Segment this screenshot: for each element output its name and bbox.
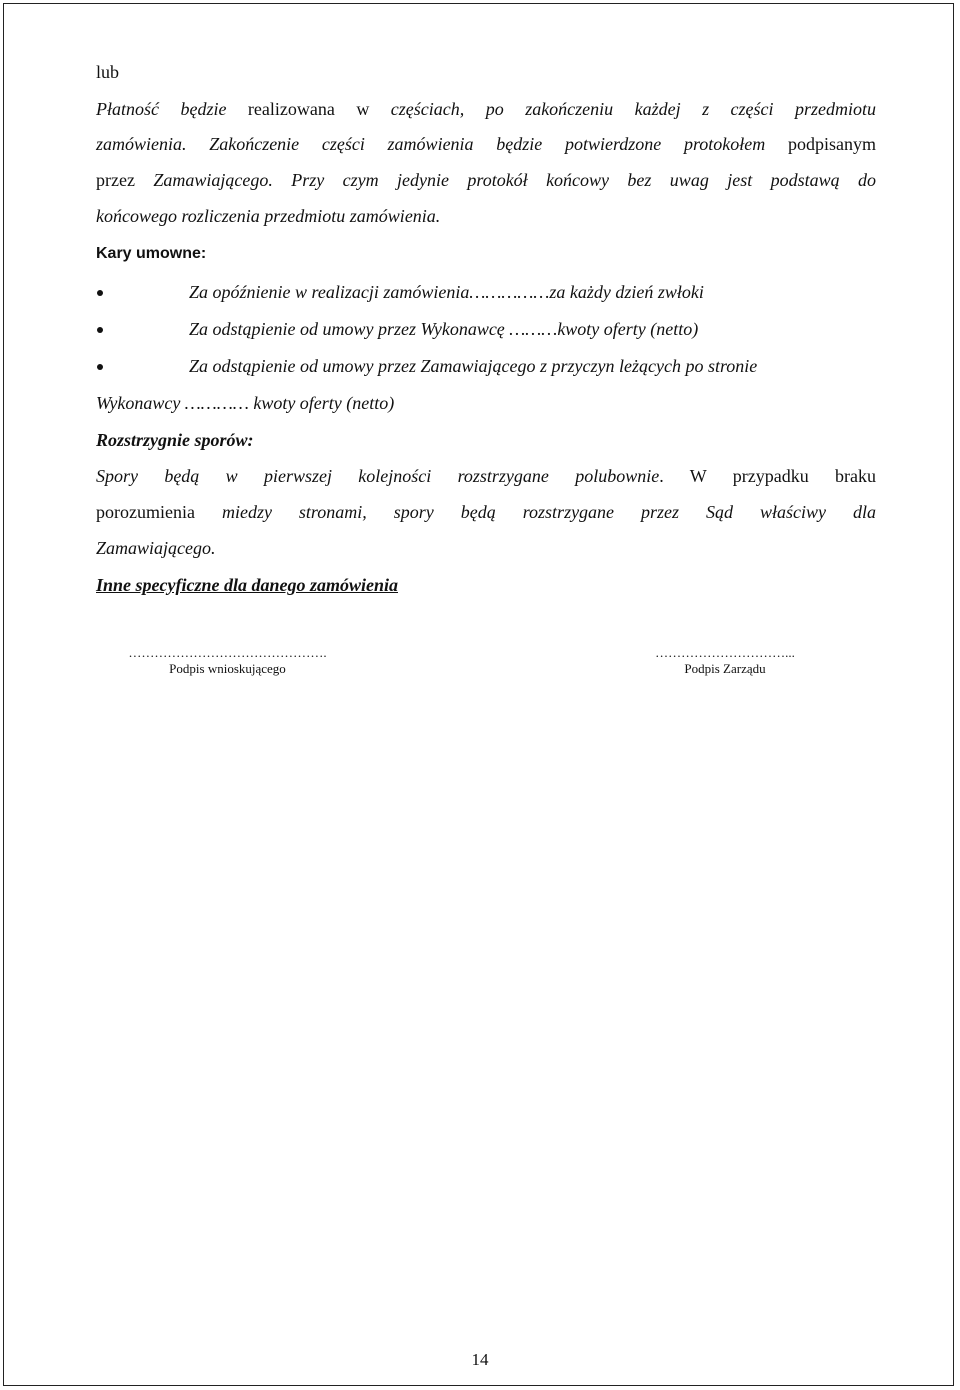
disputes-line-1: Spory będą w pierwszej kolejności rozstrzygane polubownie. W przypadku braku xyxy=(96,466,876,486)
penalty-item-3-cont: Wykonawcy ………… kwoty oferty (netto) xyxy=(96,393,395,413)
signature-left-dots: ………………………………………. xyxy=(128,645,327,660)
rozstrzygnie-heading: Rozstrzygnie sporów: xyxy=(96,430,254,450)
signature-left-label: Podpis wnioskującego xyxy=(169,661,286,676)
inne-heading: Inne specyficzne dla danego zamówienia xyxy=(96,575,398,595)
kary-umowne-heading: Kary umowne: xyxy=(96,245,207,262)
payment-paragraph-line-3: przez Zamawiającego. Przy czym jedynie protokół końcowy bez uwag jest podstawą do xyxy=(96,170,876,190)
text-lub: lub xyxy=(96,62,120,82)
bullet-dot xyxy=(97,290,103,296)
signature-right-label: Podpis Zarządu xyxy=(684,661,766,676)
disputes-line-2: porozumienia miedzy stronami, spory będą rozstrzygane przez Sąd właściwy dla xyxy=(96,502,876,522)
bullet-dot xyxy=(97,327,103,333)
penalty-item-2: Za odstąpienie od umowy przez Wykonawcę ………kwoty oferty (netto) xyxy=(189,319,699,339)
signature-right xyxy=(640,645,810,677)
payment-paragraph-line-4: końcowego rozliczenia przedmiotu zamówienia. xyxy=(96,206,441,226)
payment-paragraph-line-1: Płatność będzie realizowana w częściach, po zakończeniu każdej z części przedmiotu xyxy=(96,99,876,119)
signature-left xyxy=(115,645,340,677)
page-number: 14 xyxy=(471,1350,489,1369)
signature-right-dots: …………………………... xyxy=(655,645,795,660)
bullet-dot xyxy=(97,364,103,370)
payment-paragraph-line-2: zamówienia. Zakończenie części zamówienia będzie potwierdzone protokołem podpisanym xyxy=(96,134,876,154)
penalty-item-3: Za odstąpienie od umowy przez Zamawiającego z przyczyn leżących po stronie xyxy=(189,356,758,376)
penalty-item-1: Za opóźnienie w realizacji zamówienia……………za każdy dzień zwłoki xyxy=(189,282,704,302)
disputes-line-3: Zamawiającego. xyxy=(96,538,216,558)
